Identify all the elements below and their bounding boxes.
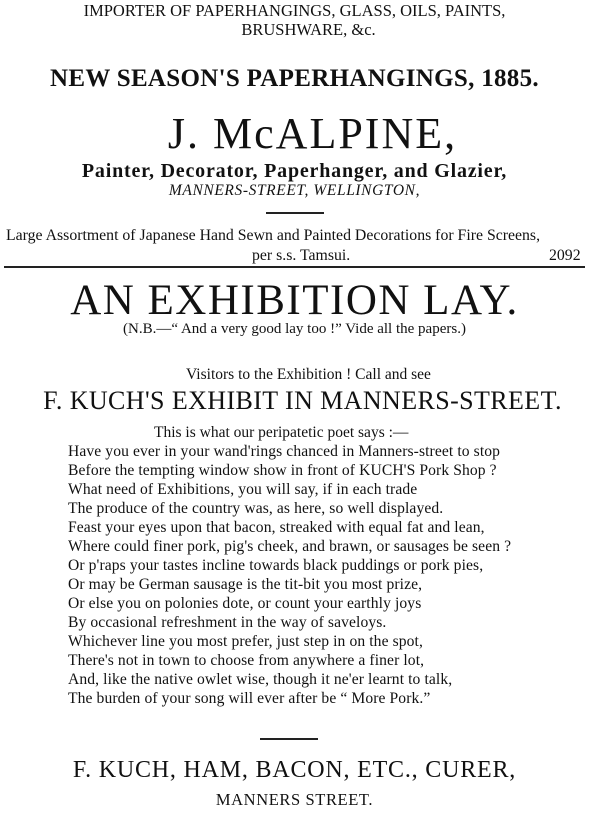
nb-line: (N.B.—“ And a very good lay too !” Vide all the papers.) <box>123 321 466 337</box>
poem-line: And, like the native owlet wise, though it ne'er learnt to talk, <box>68 671 453 688</box>
intro-line: This is what our peripatetic poet says :— <box>154 424 409 441</box>
divider-short <box>266 212 324 214</box>
poem-line: Or may be German sausage is the tit-bit you most prize, <box>68 576 423 593</box>
poem-line: The burden of your song will ever after be “ More Pork.” <box>68 690 431 707</box>
section-divider <box>4 266 585 268</box>
footer-name: F. KUCH, HAM, BACON, ETC., CURER, <box>72 757 517 783</box>
poem-line: Feast your eyes upon that bacon, streaked with equal fat and lean, <box>68 519 485 536</box>
exhibition-headline: AN EXHIBITION LAY. <box>70 277 519 324</box>
footer-address: MANNERS STREET. <box>215 790 374 809</box>
assortment-line: Large Assortment of Japanese Hand Sewn and Painted Decorations for Fire Screens, <box>6 227 541 244</box>
brushware-line: BRUSHWARE, &c. <box>241 20 376 39</box>
ad-number: 2092 <box>549 247 581 264</box>
address-line: MANNERS-STREET, WELLINGTON, <box>168 182 421 199</box>
visitors-line: Visitors to the Exhibition ! Call and see <box>186 366 431 383</box>
exhibit-headline: F. KUCH'S EXHIBIT IN MANNERS-STREET. <box>43 386 562 415</box>
poem-line: Have you ever in your wand'rings chanced in Manners-street to stop <box>68 443 501 460</box>
season-headline: NEW SEASON'S PAPERHANGINGS, 1885. <box>50 65 539 92</box>
poem-line: What need of Exhibitions, you will say, if in each trade <box>68 481 418 498</box>
divider-short <box>260 738 318 740</box>
importer-line: IMPORTER OF PAPERHANGINGS, GLASS, OILS, PAINTS, <box>83 1 506 20</box>
trades-line: Painter, Decorator, Paperhanger, and Glazier, <box>81 160 508 182</box>
poem-line: Or p'raps your tastes incline towards black puddings or pork pies, <box>68 557 484 574</box>
poem-line: The produce of the country was, as here, so well displayed. <box>68 500 444 517</box>
ship-line: per s.s. Tamsui. <box>252 247 351 264</box>
merchant-name: J. McALPINE, <box>167 109 458 158</box>
poem-line: Whichever line you most prefer, just step in on the spot, <box>68 633 423 650</box>
poem-line: By occasional refreshment in the way of saveloys. <box>68 614 387 631</box>
poem-line: Or else you on polonies dote, or count your earthly joys <box>68 595 422 612</box>
poem-line: There's not in town to choose from anywhere a finer lot, <box>68 652 425 669</box>
poem-line: Before the tempting window show in front of KUCH'S Pork Shop ? <box>68 462 497 479</box>
poem-line: Where could finer pork, pig's cheek, and brawn, or sausages be seen ? <box>68 538 512 555</box>
